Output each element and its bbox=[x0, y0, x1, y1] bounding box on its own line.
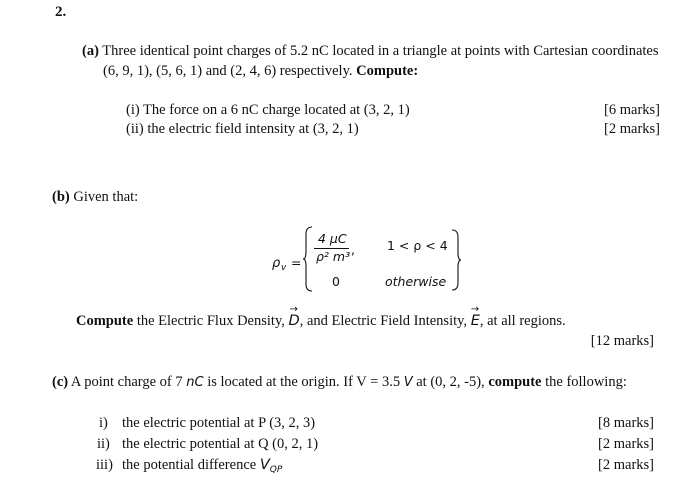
part-c-unit-nc: nC bbox=[186, 375, 204, 390]
question-number: 2. bbox=[55, 4, 67, 20]
part-a-item-1: (i) The force on a 6 nC charge located at (3, 2, 1) bbox=[126, 102, 410, 118]
part-c-item-3-num: iii) bbox=[96, 457, 113, 473]
vector-d-symbol: → D bbox=[288, 304, 300, 329]
part-c-compute-word: compute bbox=[488, 374, 542, 390]
part-a-compute-word: Compute: bbox=[356, 63, 419, 79]
part-a-intro-line1 bbox=[82, 43, 659, 60]
formula-equals: = bbox=[291, 255, 302, 270]
formula-denominator: ρ² m³ bbox=[316, 249, 351, 264]
part-b-given: Given that: bbox=[73, 189, 139, 205]
left-brace bbox=[302, 226, 314, 292]
formula-lhs: ρ bbox=[272, 256, 281, 271]
part-c-unit-v: V bbox=[403, 375, 413, 390]
formula-zero: 0 bbox=[332, 274, 340, 289]
part-b-marks: [12 marks] bbox=[590, 333, 654, 349]
part-c-intro-c: at (0, 2, -5), bbox=[416, 374, 485, 390]
part-a-intro-text: Three identical point charges of 5.2 nC located in a triangle at points with Cartesian coordinates bbox=[102, 43, 659, 59]
part-c-item-1-marks: [8 marks] bbox=[598, 415, 654, 431]
part-c-item-3-marks: [2 marks] bbox=[598, 457, 654, 473]
vector-e-symbol: → E bbox=[470, 304, 480, 329]
part-b-statement-a: the Electric Flux Density, bbox=[136, 313, 285, 329]
part-c-item-2-num: ii) bbox=[97, 436, 110, 452]
part-b-heading bbox=[52, 189, 138, 206]
formula-fraction-bar bbox=[314, 248, 349, 249]
part-a-label: (a) bbox=[82, 43, 99, 59]
part-c-intro-b: is located at the origin. If V = 3.5 bbox=[207, 374, 401, 390]
part-b-statement-b: , and Electric Field Intensity, bbox=[299, 313, 468, 329]
formula-lhs-sub: v bbox=[281, 263, 287, 273]
formula-condition-2: otherwise bbox=[385, 274, 447, 289]
part-c-item-2: the electric potential at Q (0, 2, 1) bbox=[122, 436, 319, 452]
formula-numerator: 4 μC bbox=[318, 231, 347, 246]
part-c-item-3-text: the potential difference bbox=[122, 457, 260, 473]
part-b-statement-c: , at all regions. bbox=[479, 313, 566, 329]
part-c-label: (c) bbox=[52, 374, 69, 390]
part-c-intro bbox=[52, 374, 627, 391]
part-c-item-2-marks: [2 marks] bbox=[598, 436, 654, 452]
part-a-item-2: (ii) the electric field intensity at (3, 2, 1) bbox=[126, 121, 359, 137]
potential-variable: V bbox=[259, 457, 270, 473]
part-a-intro-line2 bbox=[103, 63, 418, 80]
part-c-intro-d: the following: bbox=[545, 374, 627, 390]
part-c-item-1-num: i) bbox=[99, 415, 108, 431]
formula-condition-1: 1 < ρ < 4 bbox=[387, 238, 448, 253]
part-b-label: (b) bbox=[52, 189, 70, 205]
part-c-intro-a: A point charge of 7 bbox=[70, 374, 183, 390]
part-a-item-1-marks: [6 marks] bbox=[604, 102, 660, 118]
potential-variable-subscript: QP bbox=[269, 465, 283, 475]
formula-comma: , bbox=[351, 242, 355, 257]
part-c-item-3 bbox=[122, 457, 282, 474]
part-b-compute-word: Compute bbox=[76, 313, 134, 329]
part-a-coordinates: (6, 9, 1), (5, 6, 1) and (2, 4, 6) respectively. bbox=[103, 63, 353, 79]
part-c-item-1: the electric potential at P (3, 2, 3) bbox=[122, 415, 316, 431]
part-b-statement bbox=[76, 304, 566, 330]
right-brace bbox=[450, 229, 462, 291]
part-a-item-2-marks: [2 marks] bbox=[604, 121, 660, 137]
